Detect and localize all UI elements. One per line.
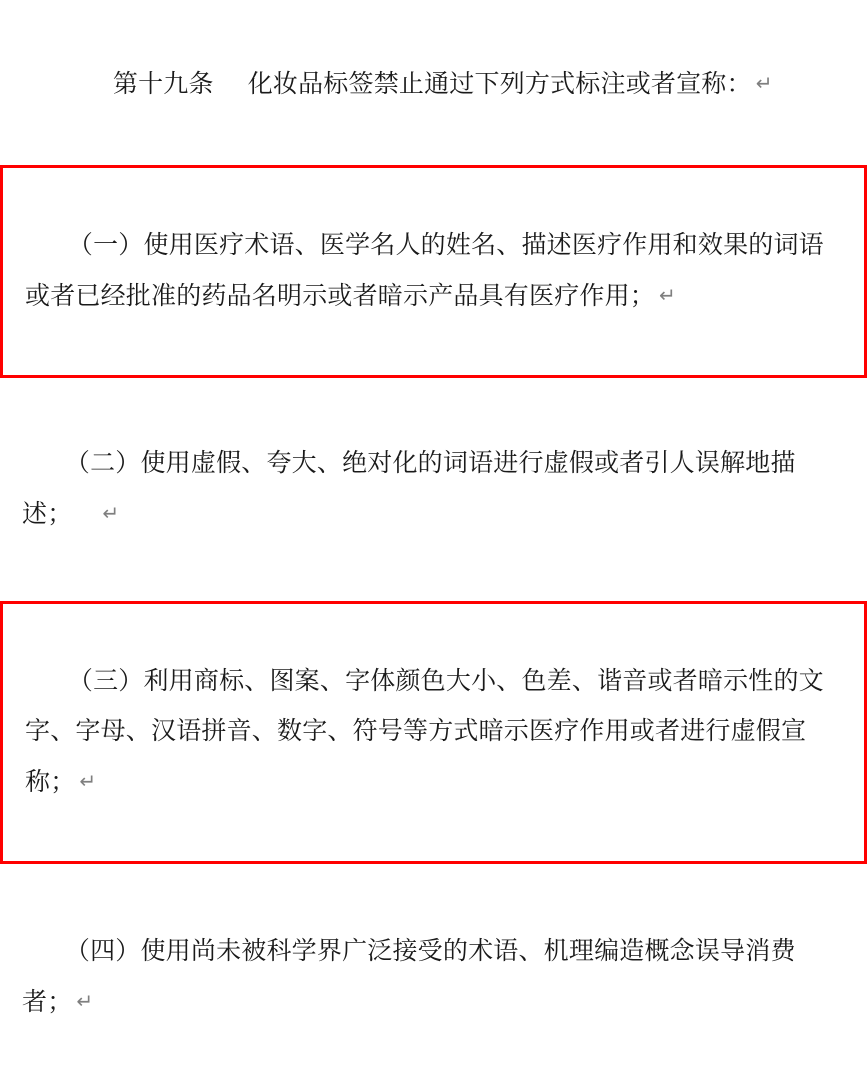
paragraph-mark-icon: ↵ [79,769,97,793]
clause-number-2: （二） [64,449,141,477]
clause-item-1 [0,165,867,378]
clause-item-4 [0,876,867,1077]
paragraph-mark-icon: ↵ [659,283,676,307]
clause-text-4: 使用尚未被科学界广泛接受的术语、机理编造概念误导消费者； [22,937,796,1016]
clause-item-2 [0,388,867,589]
paragraph-mark-icon: ↵ [76,989,94,1013]
article-number-label: 第十九条 [112,70,214,98]
paragraph-mark-icon: ↵ [102,501,120,525]
paragraph-mark-icon: ↵ [755,71,773,95]
clause-text-2: 使用虚假、夸大、绝对化的词语进行虚假或者引人误解地描述； [22,449,796,528]
clause-text-3: 利用商标、图案、字体颜色大小、色差、谐音或者暗示性的文字、字母、汉语拼音、数字、符号等方式暗示医疗作用或者进行虚假宣称； [25,667,824,796]
article-heading-paragraph [0,8,867,159]
clause-number-4: （四） [64,937,141,965]
clause-item-3 [0,601,867,864]
clause-number-1: （一） [67,231,144,259]
clause-text-1: 使用医疗术语、医学名人的姓名、描述医疗作用和效果的词语或者已经批准的药品名明示或者暗示产品具有医疗作用； [25,231,824,310]
clause-number-3: （三） [67,667,144,695]
article-heading-text: 化妆品标签禁止通过下列方式标注或者宣称： [247,70,752,98]
